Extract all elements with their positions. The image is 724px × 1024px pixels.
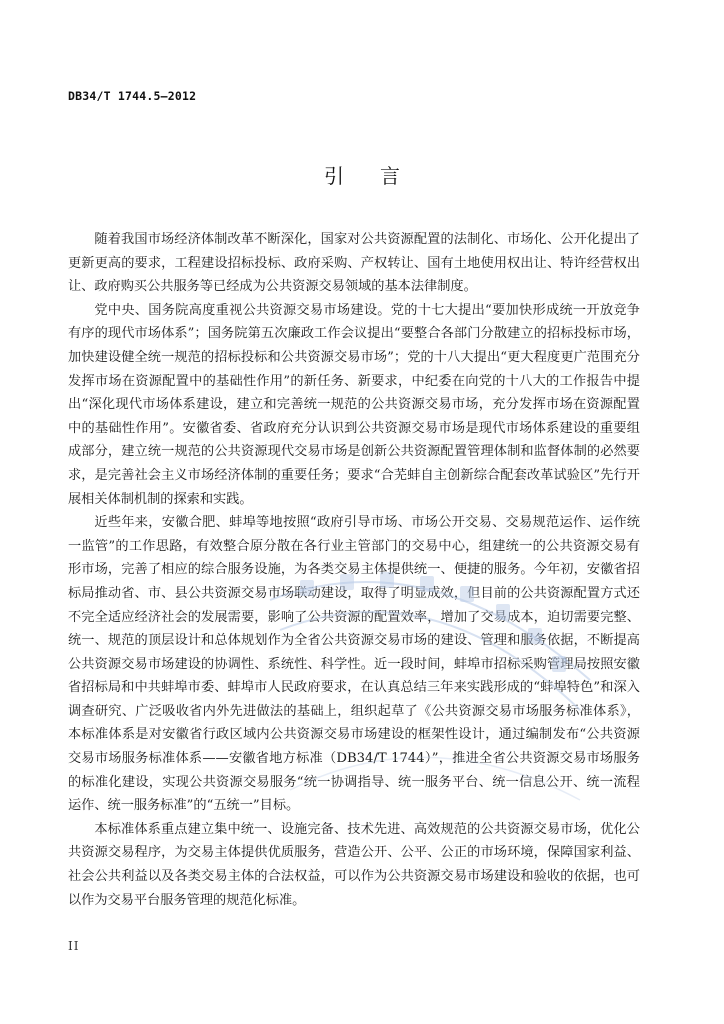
paragraph-2: 党中央、国务院高度重视公共资源交易市场建设。党的十七大提出“要加快形成统一开放竞争有序的现代市场体系”；国务院第五次廉政工作会议提出“要整合各部门分散建立的招标投标市场，加快建设健全统一规范的招标投标和公共资源交易市场”；党的十八大提出“更大程度更广范围充分发挥市场在资源配置中的基础性作用”的新任务、新要求，中纪委在向党的十八大的工作报告中提出“深化现代市场体系建设，建立和完善统一规范的公共资源交易市场，充分发挥市场在资源配置中的基础性作用”。安徽省委、省政府充分认识到公共资源交易市场是现代市场体系建设的重要组成部分，建立统一规范的公共资源现代交易市场是创新公共资源配置管理体制和监督体制的必然要求，是完善社会主义市场经济体制的重要任务；要求“合芜蚌自主创新综合配套改革试验区”先行开展相关体制机制的探索和实践。 [68, 302, 640, 507]
paragraph-3: 近些年来，安徽合肥、蚌埠等地按照“政府引导市场、市场公开交易、交易规范运作、运作统一监管”的工作思路，有效整合原分散在各行业主管部门的交易中心，组建统一的公共资源交易有形市场，完善了相应的综合服务设施，为各类交易主体提供统一、便捷的服务。今年初，安徽省招标局推动省、市、县公共资源交易市场联动建设，取得了明显成效，但目前的公共资源配置方式还不完全适应经济社会的发展需要，影响了公共资源的配置效率，增加了交易成本，迫切需要完整、统一、规范的顶层设计和总体规划作为全省公共资源交易市场的建设、管理和服务依据，不断提高公共资源交易市场建设的协调性、系统性、科学性。近一段时间，蚌埠市招标采购管理局按照安徽省招标局和中共蚌埠市委、蚌埠市人民政府要求，在认真总结三年来实践形成的“蚌埠特色”和深入调查研究、广泛吸收省内外先进做法的基础上，组织起草了《公共资源交易市场服务标准体系》，本标准体系是对安徽省行政区域内公共资源交易市场建设的框架性设计，通过编制发布“公共资源交易市场服务标准体系——安徽省地方标准（DB34/T 1744）”，推进全省公共资源交易市场服务的标准化建设，实现公共资源交易服务“统一协调指导、统一服务平台、统一信息公开、统一流程运作、统一服务标准”的“五统一”目标。 [68, 515, 640, 814]
title-char-1: 引 [324, 164, 344, 188]
page-title [0, 160, 724, 189]
page-number: II [68, 939, 80, 953]
body-text [68, 228, 640, 912]
paragraph-1: 随着我国市场经济体制改革不断深化，国家对公共资源配置的法制化、市场化、公开化提出了更新更高的要求，工程建设招标投标、政府采购、产权转让、国有土地使用权出让、特许经营权出让、政府购买公共服务等已经成为公共资源交易领域的基本法律制度。 [68, 232, 640, 295]
title-char-2: 言 [380, 164, 400, 188]
paragraph-4: 本标准体系重点建立集中统一、设施完备、技术先进、高效规范的公共资源交易市场，优化公共资源交易程序，为交易主体提供优质服务，营造公开、公平、公正的市场环境，保障国家利益、社会公共利益以及各类交易主体的合法权益，可以作为公共资源交易市场建设和验收的依据，也可以作为交易平台服务管理的规范化标准。 [68, 821, 640, 908]
standard-code: DB34/T 1744.5—2012 [68, 89, 197, 103]
